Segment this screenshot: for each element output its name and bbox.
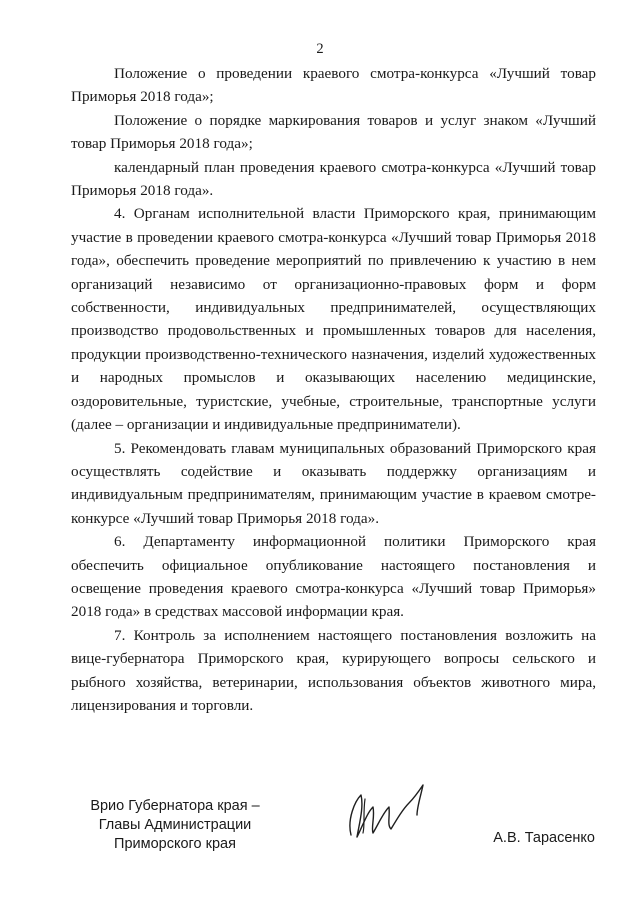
paragraph-marking-regulation: Положение о порядке маркирования товаров и услуг знаком «Лучший товар Приморья 2018 года»;	[71, 111, 596, 153]
paragraph-item-5: 5. Рекомендовать главам муниципальных образований Приморского края осуществлять содействие и оказывать поддержку организациям и индивидуальным предпринимателям, принимающим участие в краевом смотре-конкурсе «Лучший товар Приморья 2018 года».	[71, 439, 596, 527]
signatory-title-line: Врио Губернатора края –	[90, 798, 260, 814]
paragraph-contest-regulation: Положение о проведении краевого смотра-конкурса «Лучший товар Приморья 2018 года»;	[71, 65, 596, 106]
paragraph-item-4: 4. Органам исполнительной власти Приморского края, принимающим участие в проведении краевого смотра-конкурса «Лучший товар Приморья 2018 года», обеспечить проведение мероприятий по привлечению к участию в нем организаций независимо от организационно-правовых форм и форм собственности, индивидуальных предпринимателей, осуществляющих производство продовольственных и промышленных товаров для населения, продукции производственно-технического назначения, изделий художественных и народных промыслов и оказывающих населению медицинские, оздоровительные, туристские, учебные, строительные, транспортные услуги (далее – организации и индивидуальные предприниматели).	[71, 205, 596, 434]
paragraph-calendar-plan: календарный план проведения краевого смотра-конкурса «Лучший товар Приморья 2018 года».	[71, 158, 596, 200]
paragraph-item-7: 7. Контроль за исполнением настоящего постановления возложить на вице-губернатора Приморского края, курирующего вопросы сельского и рыбного хозяйства, ветеринарии, использования объектов животного мира, лицензирования и торговли.	[71, 626, 596, 714]
signatory-title-line: Приморского края	[114, 836, 236, 852]
page-number: 2	[316, 41, 324, 57]
document-body	[71, 62, 596, 717]
signer-name: А.В. Тарасенко	[493, 830, 595, 846]
signatory-title	[60, 797, 290, 854]
paragraph-item-6: 6. Департаменту информационной политики Приморского края обеспечить официальное опубликование настоящего постановления и освещение проведения краевого смотра-конкурса «Лучший товар Приморья» 2018 года» в средствах массовой информации края.	[71, 533, 596, 621]
signatory-title-line: Главы Администрации	[98, 817, 252, 833]
handwritten-signature	[335, 773, 435, 848]
